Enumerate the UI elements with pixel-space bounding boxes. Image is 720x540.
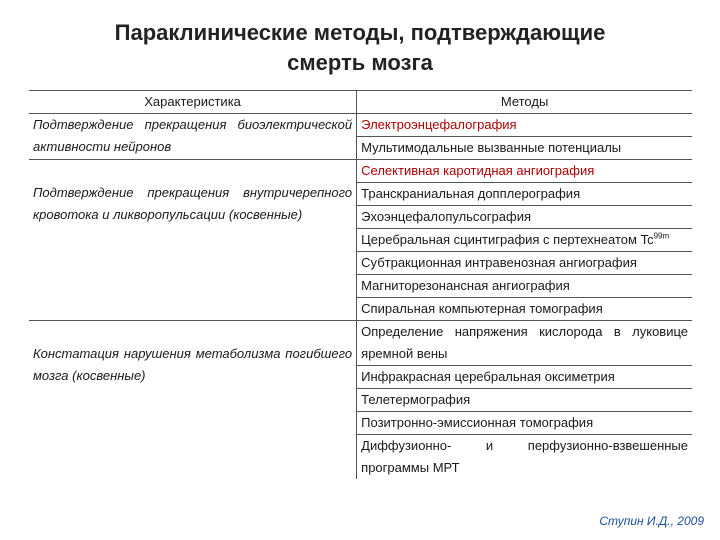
- method-cell: Селективная каротидная ангиография: [357, 160, 692, 183]
- method-cell: Магниторезонансная ангиография: [357, 275, 692, 298]
- method-cell: Позитронно-эмиссионная томография: [357, 412, 692, 435]
- method-cell: [357, 435, 692, 480]
- characteristic-cell: [29, 160, 357, 321]
- table-header-row: [29, 91, 692, 114]
- method-cell: [357, 229, 692, 252]
- characteristic-cell: [29, 114, 357, 160]
- method-cell: Инфракрасная церебральная оксиметрия: [357, 366, 692, 389]
- method-cell: Транскраниальная допплерография: [357, 183, 692, 206]
- characteristic-cell: [29, 321, 357, 480]
- method-text: [361, 229, 688, 251]
- method-cell: Эхоэнцефалопульсография: [357, 206, 692, 229]
- title-line-2: смерть мозга: [287, 50, 433, 75]
- method-text-main: Церебральная сцинтиграфия с пертехнеатом Tc: [361, 232, 654, 247]
- isotope-superscript: 99m: [653, 231, 670, 241]
- method-cell: Субтракционная интравенозная ангиография: [357, 252, 692, 275]
- method-text: Диффузионно- и перфузионно-взвешенные программы МРТ: [361, 438, 688, 475]
- characteristic-text: Констатация нарушения метаболизма погибшего мозга (косвенные): [33, 346, 353, 383]
- method-cell: Спиральная компьютерная томография: [357, 298, 692, 321]
- table-row: [29, 160, 692, 183]
- methods-table: [29, 90, 692, 479]
- table-row: [29, 114, 692, 137]
- method-text: Определение напряжения кислорода в луковице яремной вены: [361, 324, 688, 361]
- title-line-1: Параклинические методы, подтверждающие: [114, 20, 606, 45]
- method-cell: [357, 321, 692, 366]
- author-credit: Ступин И.Д., 2009: [599, 514, 704, 528]
- table-row: [29, 321, 692, 366]
- characteristic-text: Подтверждение прекращения внутричерепного кровотока и ликворопульсации (косвенные): [33, 185, 353, 222]
- header-characteristic: Характеристика: [29, 91, 357, 114]
- method-cell: Электроэнцефалография: [357, 114, 692, 137]
- method-cell: Телетермография: [357, 389, 692, 412]
- page-title: [0, 18, 720, 78]
- header-methods: Методы: [357, 91, 692, 114]
- characteristic-text: Подтверждение прекращения биоэлектрической активности нейронов: [33, 117, 353, 154]
- method-cell: Мультимодальные вызванные потенциалы: [357, 137, 692, 160]
